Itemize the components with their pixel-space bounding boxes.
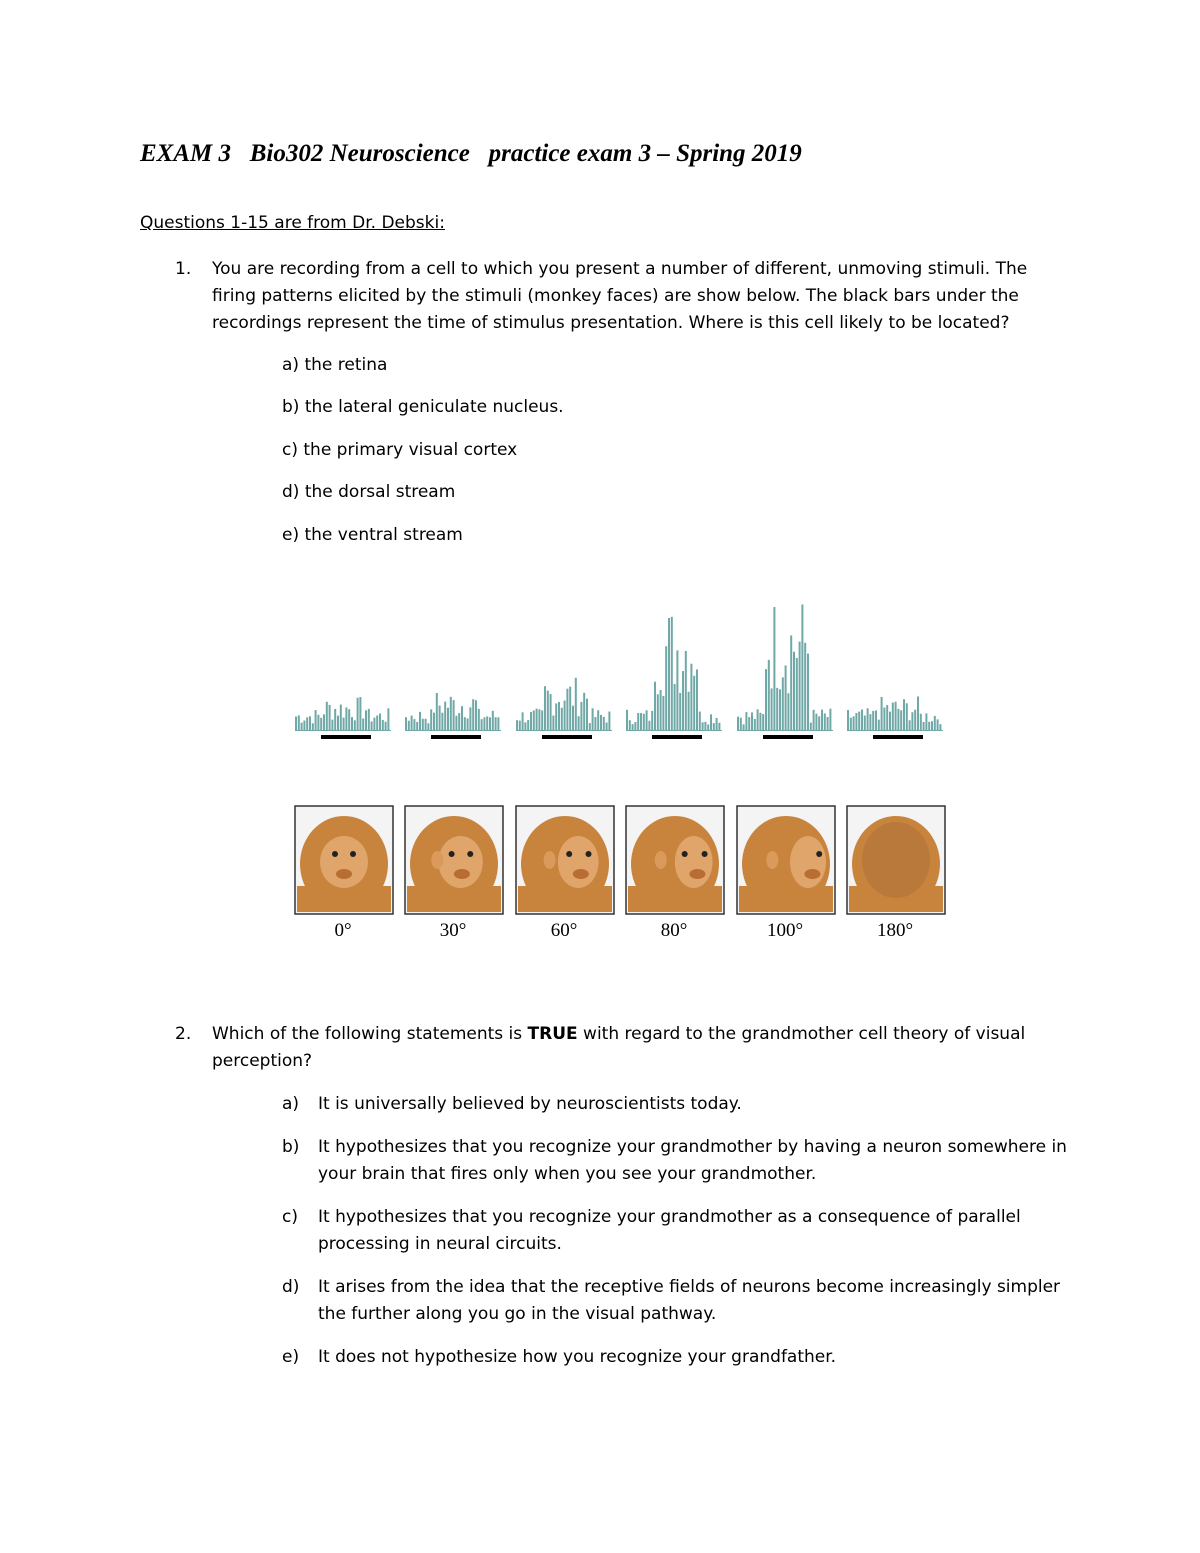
histogram-bar bbox=[771, 688, 773, 730]
monkey-mouth bbox=[573, 869, 589, 879]
histogram-bar bbox=[768, 660, 770, 730]
histogram-bar bbox=[850, 718, 852, 730]
question-number: 2. bbox=[175, 1024, 192, 1044]
option-text: It hypothesizes that you recognize your grandmother by having a neuron somewhere in your brain that fires only when you see your grandmother. bbox=[318, 1137, 1067, 1184]
monkey-face bbox=[790, 836, 826, 888]
histogram-bar bbox=[580, 702, 582, 730]
histogram-bar bbox=[589, 723, 591, 730]
histogram-bar bbox=[637, 713, 639, 730]
histogram-bar bbox=[688, 692, 690, 730]
histogram-bar bbox=[881, 697, 883, 730]
histogram-bar bbox=[592, 708, 594, 730]
monkey-back-of-head bbox=[862, 822, 930, 898]
histogram-bar bbox=[453, 700, 455, 730]
histogram-bar bbox=[699, 712, 701, 730]
histogram-bar bbox=[522, 712, 524, 730]
stimulus-bar bbox=[763, 735, 813, 739]
histogram-bar bbox=[799, 642, 801, 730]
angle-label-80: 80° bbox=[660, 920, 688, 941]
histogram-bar bbox=[303, 721, 305, 730]
histogram-bar bbox=[679, 693, 681, 730]
option-label: a) bbox=[282, 1094, 300, 1114]
histogram-bar bbox=[481, 719, 483, 730]
histogram-bar bbox=[634, 722, 636, 730]
histogram-bar bbox=[334, 709, 336, 730]
histogram-bar bbox=[793, 652, 795, 730]
histogram-bar bbox=[671, 617, 673, 730]
histogram-bar bbox=[646, 710, 648, 730]
histogram-bar bbox=[660, 690, 662, 730]
histogram-bar bbox=[640, 713, 642, 730]
histogram-bar bbox=[351, 717, 353, 730]
histogram-bar bbox=[662, 696, 664, 730]
option-text: It arises from the idea that the receptive fields of neurons become increasingly simpler the further along you go in the visual pathway. bbox=[318, 1277, 1061, 1324]
question-emphasis: TRUE bbox=[527, 1024, 578, 1044]
monkey-face bbox=[320, 836, 368, 888]
histogram-bar bbox=[371, 721, 373, 730]
histogram-bar bbox=[875, 710, 877, 730]
histogram-bar bbox=[329, 705, 331, 730]
histogram-bar bbox=[937, 719, 939, 730]
histogram-bar bbox=[847, 710, 849, 730]
histogram-bar bbox=[801, 605, 803, 730]
histogram-bar bbox=[376, 716, 378, 730]
monkey-face-figure bbox=[282, 572, 962, 954]
histogram-bar bbox=[550, 694, 552, 730]
histogram-bar bbox=[903, 699, 905, 730]
histogram-bar bbox=[648, 721, 650, 730]
stimulus-bar bbox=[321, 735, 371, 739]
histogram-bar bbox=[718, 723, 720, 730]
histogram-bar bbox=[295, 716, 297, 730]
histogram-bar bbox=[923, 722, 925, 730]
histogram-bar bbox=[654, 682, 656, 730]
histogram-bar bbox=[368, 709, 370, 730]
histogram-bar bbox=[385, 722, 387, 730]
histogram-bar bbox=[900, 710, 902, 730]
histogram-bar bbox=[348, 709, 350, 730]
histogram-bar bbox=[492, 711, 494, 730]
histogram-bar bbox=[889, 712, 891, 730]
question-text bbox=[212, 1021, 1072, 1075]
histogram-bar bbox=[345, 707, 347, 730]
histogram-bar bbox=[737, 717, 739, 730]
histogram-bar bbox=[704, 722, 706, 730]
monkey-shoulders bbox=[297, 886, 391, 912]
histogram-bar bbox=[690, 664, 692, 730]
histogram-bar bbox=[519, 721, 521, 730]
option-text: It hypothesizes that you recognize your grandmother as a consequence of parallel processing in neural circuits. bbox=[318, 1207, 1021, 1254]
monkey-eye bbox=[332, 851, 338, 857]
histogram-bar bbox=[472, 699, 474, 730]
histogram-bar bbox=[909, 720, 911, 730]
histogram-bar bbox=[594, 717, 596, 730]
histogram-bar bbox=[320, 718, 322, 730]
histogram-bar bbox=[422, 719, 424, 730]
histogram-bar bbox=[561, 708, 563, 730]
histogram-bar bbox=[516, 720, 518, 730]
histogram-bar bbox=[757, 709, 759, 730]
histogram-bar bbox=[441, 713, 443, 730]
histogram-bar bbox=[810, 723, 812, 730]
histogram-bar bbox=[524, 722, 526, 730]
histogram-bar bbox=[693, 676, 695, 730]
histogram-bar bbox=[461, 706, 463, 730]
histogram-bar bbox=[892, 703, 894, 730]
histogram-bar bbox=[317, 715, 319, 730]
histogram-bar bbox=[458, 713, 460, 730]
histogram-bar bbox=[464, 717, 466, 730]
histogram-bar bbox=[606, 722, 608, 730]
histogram-bar bbox=[309, 716, 311, 730]
histogram-bar bbox=[934, 716, 936, 730]
histogram-bar bbox=[818, 716, 820, 730]
histogram-bar bbox=[813, 710, 815, 730]
histogram-bar bbox=[359, 697, 361, 730]
histogram-bar bbox=[651, 711, 653, 730]
histogram-bar bbox=[475, 700, 477, 730]
monkey-eye bbox=[449, 851, 455, 857]
histogram-bar bbox=[373, 718, 375, 730]
histogram-bar bbox=[411, 716, 413, 730]
monkey-shoulders bbox=[628, 886, 722, 912]
histogram-bar bbox=[629, 720, 631, 730]
histogram-bar bbox=[928, 722, 930, 730]
monkey-face bbox=[558, 836, 599, 888]
monkey-shoulders bbox=[739, 886, 833, 912]
histogram-bar bbox=[821, 710, 823, 730]
histogram-bar bbox=[914, 710, 916, 730]
histogram-bar bbox=[824, 713, 826, 730]
q1-option-d: d) the dorsal stream bbox=[282, 482, 456, 502]
q1-option-b: b) the lateral geniculate nucleus. bbox=[282, 397, 564, 417]
histogram-bar bbox=[495, 717, 497, 730]
histogram-bar bbox=[864, 716, 866, 730]
stimulus-bar bbox=[873, 735, 923, 739]
histogram-bar bbox=[444, 702, 446, 730]
question-text: You are recording from a cell to which you present a number of different, unmoving stimuli. The firing patterns elicited by the stimuli (monkey faces) are show below. The black bars under the recordings represent the time of stimulus presentation. Where is this cell likely to be located? bbox=[212, 259, 1028, 333]
histogram-bar bbox=[408, 721, 410, 730]
angle-label-180: 180° bbox=[876, 920, 914, 941]
histogram-bar bbox=[572, 706, 574, 730]
histogram-bar bbox=[315, 710, 317, 730]
histogram-bar bbox=[569, 687, 571, 730]
stimulus-bar bbox=[652, 735, 702, 739]
histogram-bar bbox=[312, 723, 314, 730]
histogram-bar bbox=[552, 716, 554, 730]
histogram-bar bbox=[564, 701, 566, 730]
histogram-bar bbox=[779, 689, 781, 730]
histogram-bar bbox=[925, 713, 927, 730]
histogram-bar bbox=[478, 709, 480, 730]
histogram-bar bbox=[748, 717, 750, 730]
histogram-bar bbox=[301, 723, 303, 730]
histogram-bar bbox=[759, 713, 761, 730]
option-label: c) bbox=[282, 1207, 298, 1227]
histogram-bar bbox=[632, 724, 634, 730]
histogram-bar bbox=[436, 693, 438, 730]
histogram-bar bbox=[306, 717, 308, 730]
question-number: 1. bbox=[175, 259, 192, 279]
q1-option-c: c) the primary visual cortex bbox=[282, 440, 518, 460]
angle-label-0: 0° bbox=[334, 920, 352, 941]
histogram-bar bbox=[575, 678, 577, 730]
option-label: d) bbox=[282, 1277, 300, 1297]
monkey-ear bbox=[766, 851, 778, 869]
histogram-bar bbox=[716, 718, 718, 730]
histogram-bar bbox=[583, 693, 585, 730]
angle-label-100: 100° bbox=[766, 920, 804, 941]
histogram-bar bbox=[804, 643, 806, 730]
histogram-bar bbox=[696, 669, 698, 730]
histogram-bar bbox=[600, 715, 602, 730]
option-text: It does not hypothesize how you recognize your grandfather. bbox=[318, 1347, 837, 1367]
histogram-bar bbox=[340, 705, 342, 730]
histogram-bar bbox=[702, 722, 704, 730]
histogram-bar bbox=[405, 717, 407, 730]
histogram-bar bbox=[682, 671, 684, 730]
histogram-bar bbox=[467, 718, 469, 730]
histogram-bar bbox=[430, 709, 432, 730]
histogram-bar bbox=[357, 698, 359, 730]
histogram-bar bbox=[483, 717, 485, 730]
histogram-bar bbox=[527, 720, 529, 730]
histogram-bar bbox=[382, 720, 384, 730]
histogram-bar bbox=[657, 694, 659, 730]
histogram-bar bbox=[555, 703, 557, 730]
histogram-bar bbox=[547, 691, 549, 730]
histogram-bar bbox=[878, 720, 880, 730]
histogram-bar bbox=[713, 723, 715, 730]
q1-option-e: e) the ventral stream bbox=[282, 525, 463, 545]
histogram-bar bbox=[586, 699, 588, 730]
monkey-shoulders bbox=[518, 886, 612, 912]
histogram-bar bbox=[326, 702, 328, 730]
monkey-eye bbox=[467, 851, 473, 857]
histogram-bar bbox=[685, 651, 687, 730]
histogram-bar bbox=[829, 709, 831, 730]
angle-label-60: 60° bbox=[550, 920, 578, 941]
histogram-bar bbox=[425, 719, 427, 730]
histogram-bar bbox=[883, 708, 885, 730]
histogram-bar bbox=[707, 725, 709, 730]
histogram-bar bbox=[544, 686, 546, 730]
histogram-bar bbox=[790, 635, 792, 730]
histogram-bar bbox=[674, 684, 676, 730]
histogram-bar bbox=[853, 716, 855, 730]
histogram-bar bbox=[533, 710, 535, 730]
monkey-mouth bbox=[804, 869, 820, 879]
histogram-bar bbox=[917, 696, 919, 730]
histogram-bar bbox=[668, 618, 670, 730]
monkey-eye bbox=[586, 851, 592, 857]
histogram-bar bbox=[416, 722, 418, 730]
monkey-mouth bbox=[454, 869, 470, 879]
monkey-face bbox=[675, 836, 713, 888]
histogram-bar bbox=[906, 703, 908, 730]
exam-title: EXAM 3 Bio302 Neuroscience practice exam 3 – Spring 2019 bbox=[140, 140, 802, 167]
histogram-bar bbox=[323, 714, 325, 730]
histogram-bar bbox=[855, 713, 857, 730]
monkey-eye bbox=[682, 851, 688, 857]
monkey-face bbox=[438, 836, 482, 888]
monkey-eye bbox=[566, 851, 572, 857]
monkey-eye bbox=[702, 851, 708, 857]
histogram-bar bbox=[433, 713, 435, 730]
monkey-ear bbox=[655, 851, 667, 869]
histogram-bar bbox=[337, 716, 339, 730]
histogram-bar bbox=[469, 707, 471, 730]
histogram-bar bbox=[626, 710, 628, 730]
option-label: b) bbox=[282, 1137, 300, 1157]
histogram-bar bbox=[603, 717, 605, 730]
histogram-bar bbox=[489, 717, 491, 730]
histogram-bar bbox=[379, 714, 381, 730]
histogram-bar bbox=[578, 716, 580, 730]
histogram-bar bbox=[419, 712, 421, 730]
histogram-bar bbox=[643, 714, 645, 730]
histogram-bar bbox=[773, 607, 775, 730]
histogram-bar bbox=[867, 708, 869, 730]
monkey-eye bbox=[350, 851, 356, 857]
stimulus-bar bbox=[542, 735, 592, 739]
histogram-bar bbox=[597, 710, 599, 730]
histogram-bar bbox=[497, 717, 499, 730]
histogram-bar bbox=[765, 669, 767, 730]
monkey-mouth bbox=[336, 869, 352, 879]
histogram-bar bbox=[536, 709, 538, 730]
option-label: e) bbox=[282, 1347, 300, 1367]
histogram-bar bbox=[362, 719, 364, 730]
histogram-bar bbox=[787, 693, 789, 730]
histogram-bar bbox=[608, 712, 610, 730]
section-subheading: Questions 1-15 are from Dr. Debski: bbox=[140, 213, 445, 233]
histogram-bar bbox=[331, 720, 333, 730]
histogram-bar bbox=[743, 724, 745, 730]
histogram-bar bbox=[815, 714, 817, 730]
histogram-bar bbox=[354, 720, 356, 730]
histogram-bar bbox=[782, 677, 784, 730]
histogram-bar bbox=[754, 719, 756, 730]
histogram-bar bbox=[558, 702, 560, 730]
monkey-ear bbox=[431, 851, 443, 869]
monkey-shoulders bbox=[407, 886, 501, 912]
histogram-bar bbox=[450, 697, 452, 730]
histogram-bar bbox=[939, 724, 941, 730]
question-text-part: with regard to the grandmother cell theory of visual perception? bbox=[212, 1024, 1026, 1071]
histogram-bar bbox=[861, 710, 863, 730]
histogram-bar bbox=[751, 712, 753, 730]
monkey-mouth bbox=[689, 869, 705, 879]
question-text-part: Which of the following statements is bbox=[212, 1024, 528, 1044]
histogram-bar bbox=[807, 654, 809, 730]
histogram-bar bbox=[665, 646, 667, 730]
histogram-bar bbox=[872, 711, 874, 730]
histogram-bar bbox=[439, 706, 441, 730]
histogram-bar bbox=[710, 714, 712, 730]
histogram-bar bbox=[858, 712, 860, 730]
histogram-bar bbox=[911, 712, 913, 730]
histogram-bar bbox=[566, 689, 568, 730]
histogram-bar bbox=[785, 665, 787, 730]
histogram-bar bbox=[530, 712, 532, 730]
histogram-bar bbox=[920, 714, 922, 730]
histogram-bar bbox=[387, 708, 389, 730]
histogram-bar bbox=[455, 716, 457, 730]
option-text: It is universally believed by neuroscientists today. bbox=[318, 1094, 742, 1114]
histogram-bar bbox=[869, 714, 871, 730]
histogram-bar bbox=[538, 709, 540, 730]
histogram-bar bbox=[745, 712, 747, 730]
histogram-bar bbox=[740, 718, 742, 730]
histogram-bar bbox=[447, 708, 449, 730]
histogram-bar bbox=[343, 718, 345, 730]
histogram-bar bbox=[762, 714, 764, 730]
histogram-bar bbox=[486, 716, 488, 730]
histogram-bar bbox=[776, 688, 778, 730]
stimulus-bar bbox=[431, 735, 481, 739]
q1-option-a: a) the retina bbox=[282, 355, 388, 375]
histogram-bar bbox=[365, 710, 367, 730]
histogram-bar bbox=[541, 710, 543, 730]
histogram-bar bbox=[298, 715, 300, 730]
histogram-bar bbox=[897, 709, 899, 730]
angle-label-30: 30° bbox=[439, 920, 467, 941]
histogram-bar bbox=[827, 717, 829, 730]
histogram-bar bbox=[676, 650, 678, 730]
histogram-bar bbox=[413, 719, 415, 730]
histogram-bar bbox=[886, 705, 888, 730]
monkey-eye bbox=[816, 851, 822, 857]
monkey-ear bbox=[544, 851, 556, 869]
histogram-bar bbox=[895, 702, 897, 730]
histogram-bar bbox=[427, 723, 429, 730]
histogram-bar bbox=[931, 721, 933, 730]
histogram-bar bbox=[796, 658, 798, 730]
firing-histograms bbox=[282, 572, 962, 954]
